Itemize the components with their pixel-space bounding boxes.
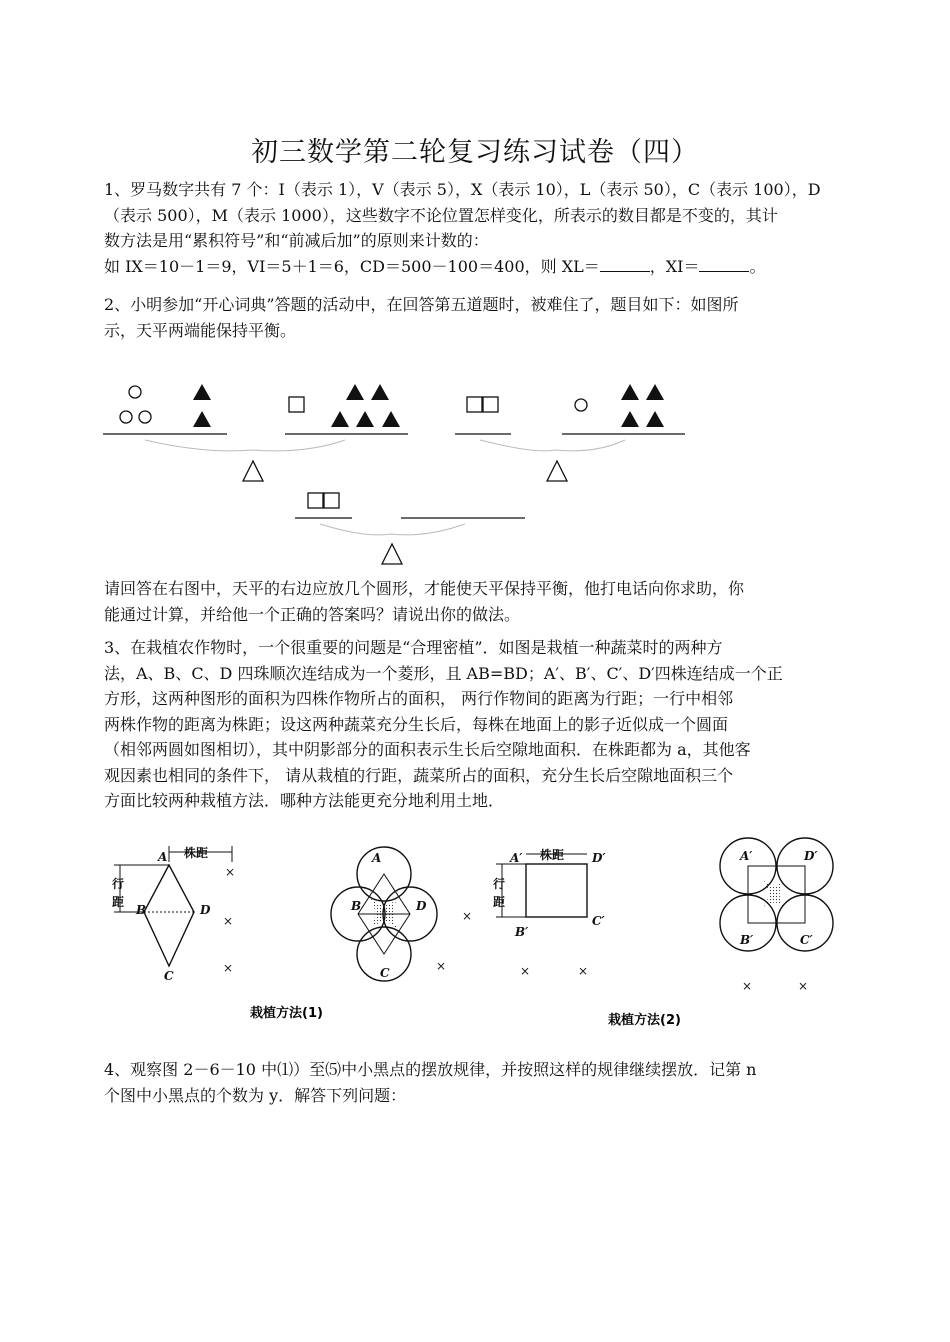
gap-shaded-area <box>760 877 788 911</box>
svg-text:A: A <box>372 851 382 865</box>
point-b: B <box>136 903 147 917</box>
q2-line-1: 2、小明参加“开心词典”答题的活动中，在回答第五道题时，被难住了，题目如下：如图所 <box>104 295 739 314</box>
triangle-shape <box>646 384 664 400</box>
svg-text:×: × <box>462 909 473 923</box>
triangle-shape <box>646 411 664 427</box>
q3-line-1: 3、在栽植农作物时，一个很重要的问题是“合理密植”．如图是栽植一种蔬菜时的两种方 <box>104 638 723 657</box>
q3-line-3: 方形，这两种图形的面积为四株作物所占的面积， 两行作物间的距离为行距；一行中相邻 <box>104 689 734 708</box>
circle-shape <box>575 399 587 411</box>
svg-text:×: × <box>436 959 447 973</box>
q1-line-2: （表示 500），M（表示 1000），这些数字不论位置怎样变化，所表示的数目都是不变的，其计 <box>104 205 778 225</box>
triangle-shape <box>621 384 639 400</box>
point-d-prime: D′ <box>592 851 606 865</box>
svg-text:×: × <box>225 865 236 879</box>
planting-methods-figure <box>100 832 860 1032</box>
triangle-shape <box>371 384 389 400</box>
question-3 <box>104 635 850 814</box>
q1-line-4-mid: ，XI＝ <box>649 256 700 276</box>
q1-line-4-end: 。 <box>749 256 766 276</box>
label-zhuju-1: 株距 <box>184 846 209 860</box>
caption-method-1: 栽植方法(1) <box>250 1006 323 1021</box>
caption-method-2: 栽植方法(2) <box>608 1013 681 1028</box>
q4-line-2: 个图中小黑点的个数为 y．解答下列问题： <box>104 1085 407 1105</box>
balance-scales-diagram <box>95 370 715 580</box>
point-d: D <box>200 903 211 917</box>
point-b-prime: B′ <box>515 925 529 939</box>
q3-line-4: 两株作物的距离为株距；设这两种蔬菜充分生长后，每株在地面上的影子近似成一个圆面 <box>104 714 729 734</box>
svg-text:×: × <box>223 961 234 975</box>
square-shape <box>483 397 498 412</box>
svg-text:B: B <box>351 899 362 913</box>
triangle-shape <box>346 384 364 400</box>
label-ju-1: 距 <box>112 895 125 909</box>
triangle-shape <box>331 411 349 427</box>
circle-shape <box>120 411 132 423</box>
triangle-shape <box>193 411 211 427</box>
q3-line-6: 观因素也相同的条件下， 请从栽植的行距，蔬菜所占的面积，充分生长后空隙地面积三个 <box>104 765 734 785</box>
svg-text:×: × <box>742 979 753 993</box>
svg-text:B′: B′ <box>740 933 754 947</box>
triangle-shape <box>356 411 374 427</box>
page-title: 初三数学第二轮复习练习试卷（四） <box>251 137 699 168</box>
q1-line-3: 数方法是用“累积符号”和“前减后加”的原则来计数的： <box>104 231 489 250</box>
point-a: A <box>158 850 168 864</box>
fulcrum-triangle <box>547 461 567 481</box>
scale-beam <box>480 440 625 451</box>
point-a-prime: A′ <box>510 851 523 865</box>
q3-line-7: 方面比较两种栽植方法．哪种方法能更充分地利用土地． <box>104 791 505 810</box>
svg-text:×: × <box>223 914 234 928</box>
square-shape <box>467 397 482 412</box>
rhombus-shape <box>144 865 194 966</box>
q1-line-1: 1、罗马数字共有 7 个：I（表示 1），V（表示 5），X（表示 10），L（表示 50），C（表示 100），D <box>104 180 821 199</box>
fulcrum-triangle <box>382 544 402 564</box>
square-shape <box>289 397 304 412</box>
triangle-shape <box>621 411 639 427</box>
label-zhuju-2: 株距 <box>540 848 565 862</box>
svg-text:D′: D′ <box>804 849 818 863</box>
label-hang-1: 行 <box>112 877 125 891</box>
svg-text:A′: A′ <box>740 849 753 863</box>
question-1 <box>104 177 850 279</box>
answer-blank-xi[interactable] <box>699 257 749 272</box>
point-c: C <box>164 969 174 983</box>
question-2-prompt <box>104 576 850 627</box>
point-c-prime: C′ <box>592 914 605 928</box>
scale-beam <box>145 440 345 451</box>
triangle-shape <box>382 411 400 427</box>
question-4 <box>104 1057 850 1108</box>
label-hang-2: 行 <box>493 877 506 891</box>
q3-line-2: 法，A、B、C、D 四珠顺次连结成为一个菱形，且 AB=BD；A′、B′、C′、D′四株连结成一个正 <box>104 663 783 683</box>
svg-text:D: D <box>416 899 427 913</box>
scale-beam <box>320 524 465 535</box>
fulcrum-triangle <box>243 461 263 481</box>
circle-shape <box>139 411 151 423</box>
q3-line-5: （相邻两圆如图相切），其中阴影部分的面积表示生长后空隙地面积．在株距都为 a，其他客 <box>104 740 751 759</box>
q2-after-line-1: 请回答在右图中，天平的右边应放几个圆形，才能使天平保持平衡，他打电话向你求助，你 <box>104 579 745 598</box>
label-ju-2: 距 <box>493 895 506 909</box>
q2-line-2: 示，天平两端能保持平衡。 <box>104 320 297 340</box>
answer-blank-xl[interactable] <box>600 257 650 272</box>
svg-text:×: × <box>798 979 809 993</box>
circle-shape <box>129 386 141 398</box>
square-shape <box>324 493 339 508</box>
square-plot <box>526 864 587 917</box>
svg-text:×: × <box>520 964 531 978</box>
svg-text:C: C <box>380 966 390 980</box>
triangle-shape <box>193 384 211 400</box>
svg-text:×: × <box>578 964 589 978</box>
q4-line-1: 4、观察图 2－6－10 中⑴）至⑸中小黑点的摆放规律，并按照这样的规律继续摆放．记第 n <box>104 1060 757 1079</box>
svg-text:C′: C′ <box>800 933 813 947</box>
square-shape <box>308 493 323 508</box>
question-2 <box>104 292 850 343</box>
q1-line-4-prefix: 如 IX＝10－1＝9，VI＝5＋1＝6，CD＝500－100＝400，则 XL＝ <box>104 256 600 276</box>
q2-after-line-2: 能通过计算，并给他一个正确的答案吗？请说出你的做法。 <box>104 604 521 624</box>
